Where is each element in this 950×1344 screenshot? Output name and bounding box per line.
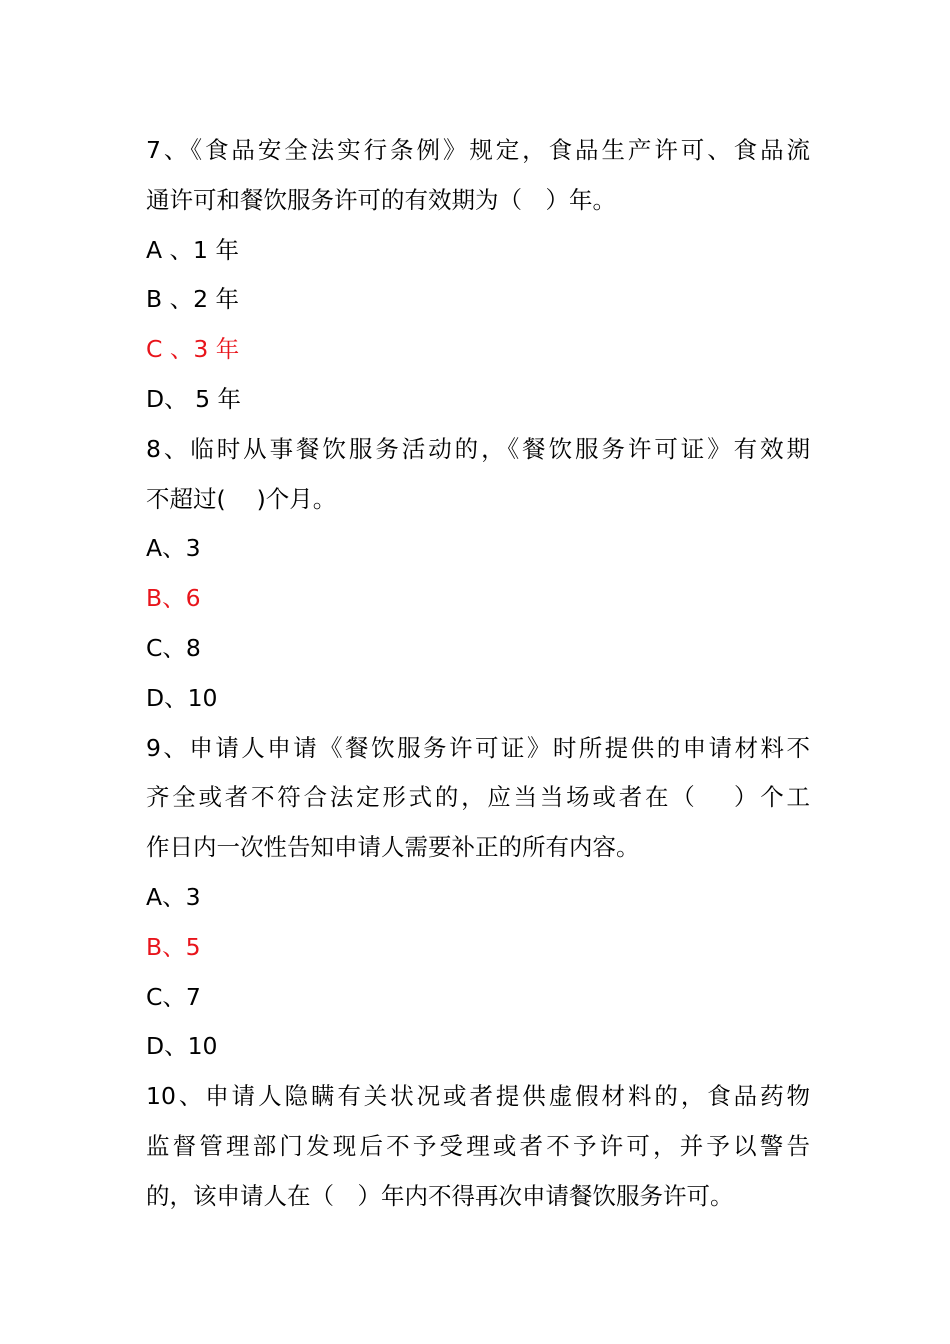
question-text-line: 不超过( )个月。 [146,484,337,513]
question-8 [146,425,810,724]
question-text-line: 的，该申请人在（ ）年内不得再次申请餐饮服务许可。 [146,1181,734,1210]
option-c: C、8 [146,633,201,662]
question-10 [146,1072,810,1221]
option-b-correct: B、5 [146,932,201,961]
document-page [146,126,810,1222]
question-text-line: 9、申请人申请《餐饮服务许可证》时所提供的申请材料不 [146,733,810,762]
question-text-line: 10、申请人隐瞒有关状况或者提供虚假材料的，食品药物 [146,1082,810,1111]
question-text-line: 7、《食品安全法实行条例》规定，食品生产许可、食品流 [146,136,810,164]
option-c-correct: C 、3 年 [146,335,240,364]
question-text-line: 通许可和餐饮服务许可的有效期为（ ）年。 [146,185,616,214]
question-text-line: 齐全或者不符合法定形式的，应当当场或者在（ ）个工 [146,783,810,812]
option-d: D、10 [146,1032,218,1061]
question-text-line: 作日内一次性告知申请人需要补正的所有内容。 [146,833,640,862]
question-text-line: 8、临时从事餐饮服务活动的，《餐饮服务许可证》有效期 [146,434,810,463]
option-a: A 、1 年 [146,235,239,264]
question-text-line: 监督管理部门发现后不予受理或者不予许可，并予以警告 [146,1131,810,1160]
option-b: B 、2 年 [146,285,240,314]
question-9 [146,724,810,1073]
option-a: A、3 [146,534,201,563]
option-b-correct: B、6 [146,584,201,613]
option-d: D、10 [146,683,218,712]
option-d: D、 5 年 [146,384,241,413]
question-7 [146,126,810,425]
option-a: A、3 [146,882,201,911]
option-c: C、7 [146,982,201,1011]
